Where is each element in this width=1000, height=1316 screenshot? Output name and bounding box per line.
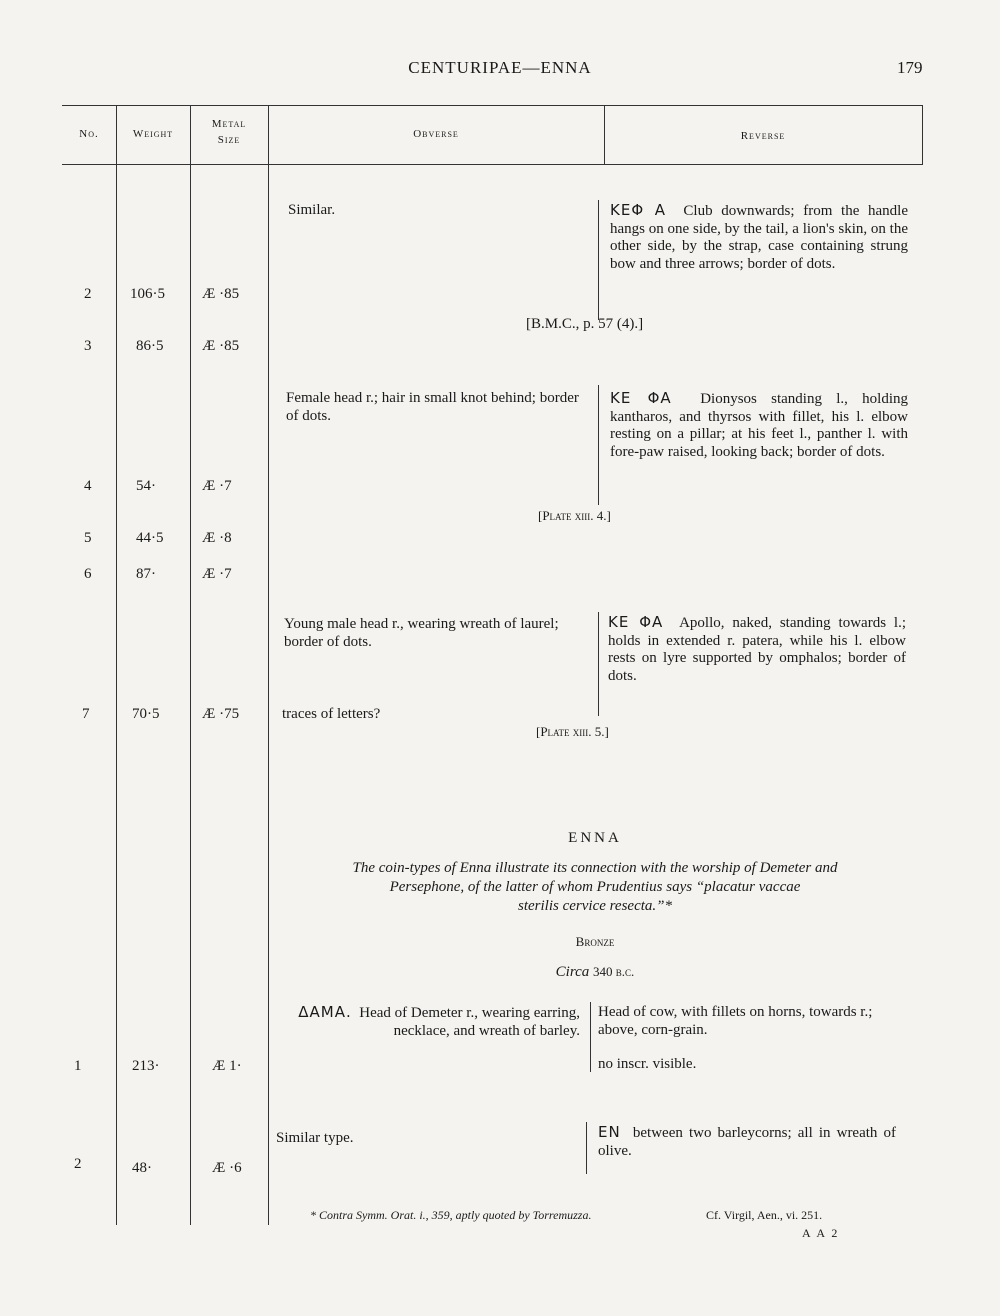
plate-reference: [Plate xiii. 4.] — [538, 508, 611, 523]
header-obverse: Obverse — [413, 128, 459, 140]
date-line — [268, 964, 922, 981]
row-number: 2 — [74, 1156, 82, 1172]
row-weight: 87· — [136, 566, 156, 582]
reference: [B.M.C., p. 57 (4).] — [526, 316, 644, 332]
column-divider-weight — [190, 105, 191, 1225]
reverse-legend: ΚΕ ΦΑ — [608, 613, 664, 631]
row-metal-size: Æ ·85 — [202, 338, 240, 354]
row-number: 6 — [84, 566, 92, 582]
date-prefix: Circa — [555, 964, 590, 980]
row-metal-size: Æ 1· — [212, 1058, 242, 1074]
reverse-description — [610, 202, 908, 273]
reverse-text: between two barleycorns; all in wreath of olive. — [598, 1125, 897, 1159]
reverse-description: Head of cow, with fillets on horns, towards r.; above, corn-grain. — [598, 1004, 873, 1038]
row-metal-size: Æ ·85 — [202, 286, 240, 302]
reverse-note: no inscr. visible. — [598, 1056, 697, 1072]
section-heading: ENNA — [568, 830, 622, 846]
reverse-legend: ΚΕ ΦΑ — [610, 389, 672, 407]
reverse-description — [598, 1124, 896, 1160]
row-weight: 48· — [132, 1160, 152, 1176]
row-number: 2 — [84, 286, 92, 302]
row-metal-size: Æ ·7 — [202, 566, 232, 582]
row-number: 5 — [84, 530, 92, 546]
row-weight: 213· — [132, 1058, 160, 1074]
header-weight: Weight — [132, 128, 174, 140]
obverse-description: Similar type. — [276, 1130, 354, 1146]
row-number: 3 — [84, 338, 92, 354]
header-reverse: Reverse — [740, 130, 786, 142]
page-number: 179 — [897, 58, 923, 77]
date-value: 340 b.c. — [593, 964, 635, 979]
reverse-description — [610, 390, 908, 461]
row-metal-size: Æ ·7 — [202, 478, 232, 494]
row-metal-size: Æ ·6 — [212, 1160, 242, 1176]
column-divider-metal — [268, 105, 269, 1225]
row-weight: 86·5 — [136, 338, 164, 354]
reverse-description — [608, 614, 906, 685]
obverse-note: traces of letters? — [282, 706, 381, 722]
intro-line: sterilis cervice resecta.”* — [518, 898, 672, 914]
row-number: 1 — [74, 1058, 82, 1074]
enna-group2-divider — [586, 1122, 587, 1174]
group2-divider — [598, 385, 599, 505]
header-bottom-rule — [62, 164, 922, 165]
group3-divider — [598, 612, 599, 716]
obverse-description — [276, 1004, 580, 1040]
obverse-description: Similar. — [288, 202, 336, 218]
reverse-text: Dionysos standing l., holding kantharos, and thyrsos with fillet, his l. elbow resting on a pillar; at his feet l., panther l. with fore-paw raised, looking back; border of dots. — [610, 391, 908, 460]
row-weight: 54· — [136, 478, 156, 494]
intro-line: Persephone, of the latter of whom Prudentius says “placatur vaccae — [389, 879, 801, 895]
group1-divider — [598, 200, 599, 320]
signature-mark: A A 2 — [802, 1226, 840, 1240]
obverse-description: Young male head r., wearing wreath of laurel; border of dots. — [284, 616, 559, 650]
row-metal-size: Æ ·8 — [202, 530, 232, 546]
row-weight: 106·5 — [130, 286, 165, 302]
header-metal: Metal — [211, 118, 247, 130]
intro-line: The coin-types of Enna illustrate its connection with the worship of Demeter and — [352, 860, 838, 876]
row-weight: 70·5 — [132, 706, 160, 722]
reverse-text: Apollo, naked, standing towards l.; holds in extended r. patera, while his l. elbow rests on lyre supported by omphalos; border of dots. — [608, 615, 907, 684]
running-head: CENTURIPAE—ENNA — [408, 58, 592, 77]
obverse-description: Female head r.; hair in small knot behind; border of dots. — [286, 390, 579, 424]
row-number: 4 — [84, 478, 92, 494]
footnote: * Contra Symm. Orat. i., 359, aptly quoted by Torremuzza. — [310, 1208, 592, 1222]
row-metal-size: Æ ·75 — [202, 706, 240, 722]
row-weight: 44·5 — [136, 530, 164, 546]
reverse-legend: ΕΝ — [598, 1123, 621, 1141]
row-number: 7 — [82, 706, 90, 722]
reverse-legend: ΚΕΦ Α — [610, 201, 667, 219]
column-divider-no — [116, 105, 117, 1225]
enna-group1-divider — [590, 1002, 591, 1072]
table-right-rule — [922, 105, 923, 165]
section-subheading: Bronze — [575, 934, 615, 949]
obverse-legend: ΔΑΜΑ. — [298, 1003, 352, 1021]
header-size: Size — [217, 134, 241, 146]
obverse-text: Head of Demeter r., wearing earring, necklace, and wreath of barley. — [359, 1005, 580, 1039]
reverse-text: Club downwards; from the handle hangs on one side, by the tail, a lion's skin, on the other side, by the strap, case containing strung bow and three arrows; border of dots. — [610, 203, 908, 272]
plate-reference: [Plate xiii. 5.] — [536, 724, 609, 739]
table-top-rule — [62, 105, 922, 106]
footnote-cross-reference: Cf. Virgil, Aen., vi. 251. — [706, 1208, 823, 1222]
header-no: No. — [79, 128, 99, 140]
